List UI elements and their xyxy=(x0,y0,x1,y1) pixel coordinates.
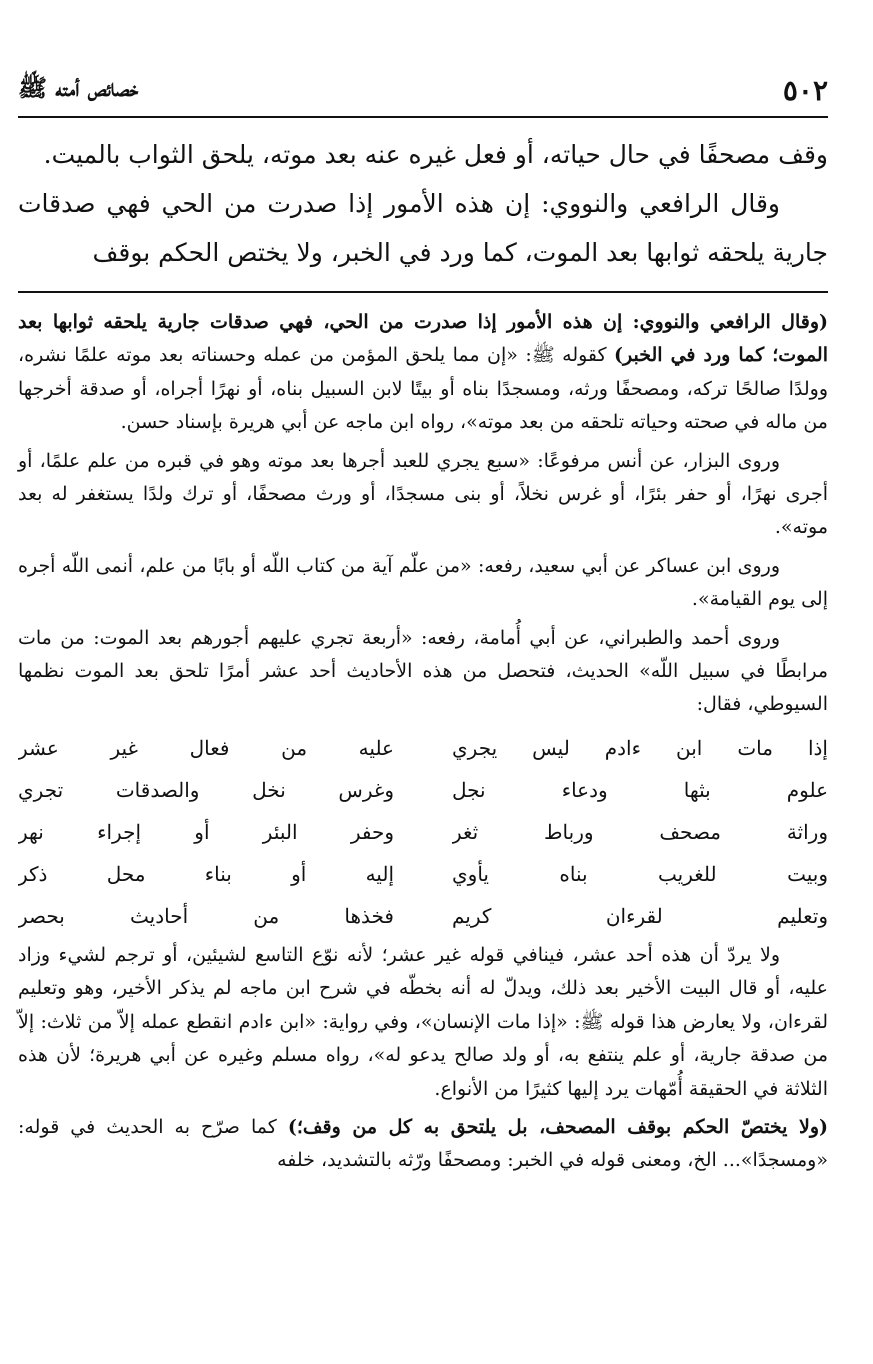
quoted-text-bold: (وقال الرافعي والنووي: إن هذه الأمور إذا صدرت من الحي، فهي صدقات جارية يلحقه ثوابها بعد الموت؛ كما ورد في الخبر) xyxy=(18,311,829,367)
poem-hemistich-right: وبيت للغريب بناه يأوي xyxy=(452,861,828,886)
commentary-paragraph-1 xyxy=(18,306,828,440)
quoted-text-bold: (ولا يختصّ الحكم بوقف المصحف، بل يلتحق به كل من وقف؛) xyxy=(287,1115,829,1138)
poem-line xyxy=(18,811,828,853)
commentary xyxy=(18,306,828,1183)
poem-line xyxy=(18,895,828,937)
poem-hemistich-right: إذا مات ابن ءادم ليس يجري xyxy=(452,735,828,760)
commentary-text: كما صرّح به الحديث في قوله: «ومسجدًا»... الخ، ومعنى قوله في الخبر: ومصحفًا ورّثه بالتشديد، خلفه xyxy=(18,1115,828,1172)
poem xyxy=(18,727,828,937)
running-title: خصائص أمته ﷺ xyxy=(18,72,139,102)
commentary-text: كقوله ﷺ: «إن مما يلحق المؤمن من عمله وحسناته بعد موته علمًا نشره، وولدًا صالحًا تركه، ومصحفًا ورثه، ومسجدًا بناه أو بيتًا لابن السبيل بناه، أو نهرًا أجراه، أو صدقة أخرجها من ماله في صحته وحياته تلحقه من بعد موته»، رواه ابن ماجه عن أبي هريرة بإسناد حسن. xyxy=(18,344,828,434)
book-page xyxy=(18,0,828,1364)
commentary-paragraph-3: وروى ابن عساكر عن أبي سعيد، رفعه: «من علّم آية من كتاب اللّه أو بابًا من علم، أنمى اللّه أجره إلى يوم القيامة». xyxy=(18,554,828,611)
commentary-paragraph-4: وروى أحمد والطبراني، عن أبي أُمامة، رفعه: «أربعة تجري عليهم أجورهم بعد الموت: من مات مرابطًا في سبيل اللّه» الحديث، فتحصل من هذه الأحاديث أحد عشر أمرًا تلحق بعد الموت نظمها السيوطي، فقال: xyxy=(18,626,828,716)
poem-line xyxy=(18,853,828,895)
main-line-1: وقف مصحفًا في حال حياته، أو فعل غيره عنه بعد موته، يلحق الثواب بالميت. xyxy=(43,140,828,169)
commentary-paragraph-6 xyxy=(18,1111,828,1178)
header-divider xyxy=(18,116,828,118)
poem-hemistich-left: إليه أو بناء محل ذكر xyxy=(18,861,394,886)
poem-hemistich-right: علوم بثها ودعاء نجل xyxy=(452,777,828,802)
poem-hemistich-left: وغرس نخل والصدقات تجري xyxy=(18,777,394,802)
page-header xyxy=(18,70,828,110)
commentary-paragraph-5: ولا يردّ أن هذه أحد عشر، فينافي قوله غير عشر؛ لأنه نوّع التاسع لشيئين، أو ترجم لشيء وزاد عليه، أو قال البيت الأخير بعد ذلك، ويدلّ له أنه بخطّه في شرح ابن ماجه لم يذكر الأخير، وهو وتعليم لقرءان، ولا يعارض هذا قوله ﷺ: «إذا مات الإنسان»، وفي رواية: «ابن ءادم انقطع عمله إلاّ من ثلاث: إلاّ من صدقة جارية، أو علم ينتفع به، أو ولد صالح يدعو له»، رواه مسلم وغيره عن أبي هريرة؛ لأن هذه الثلاثة في الحقيقة أُمّهات يرد إليها كثيرًا من الأنواع. xyxy=(18,943,829,1100)
poem-hemistich-right: وتعليم لقرءان كريم xyxy=(452,903,828,928)
main-text xyxy=(18,130,828,277)
poem-hemistich-left: وحفر البئر أو إجراء نهر xyxy=(18,819,394,844)
commentary-divider xyxy=(18,291,828,293)
commentary-paragraph-2: وروى البزار، عن أنس مرفوعًا: «سبع يجري للعبد أجرها بعد موته وهو في قبره من علم علمًا، أو أجرى نهرًا، أو حفر بئرًا، أو غرس نخلاً، أو بنى مسجدًا، أو ورث مصحفًا، أو ترك ولدًا يستغفر له بعد موته». xyxy=(18,449,828,539)
poem-hemistich-left: فخذها من أحاديث بحصر xyxy=(18,903,394,928)
main-paragraph-2: وقال الرافعي والنووي: إن هذه الأمور إذا صدرت من الحي فهي صدقات جارية يلحقه ثوابها بعد الموت، كما ورد في الخبر، ولا يختص الحكم بوقف xyxy=(18,189,828,267)
poem-line xyxy=(18,769,828,811)
poem-hemistich-right: وراثة مصحف ورباط ثغر xyxy=(452,819,828,844)
page-number: ٥٠٢ xyxy=(782,73,828,107)
poem-hemistich-left: عليه من فعال غير عشر xyxy=(18,735,394,760)
poem-line xyxy=(18,727,828,769)
